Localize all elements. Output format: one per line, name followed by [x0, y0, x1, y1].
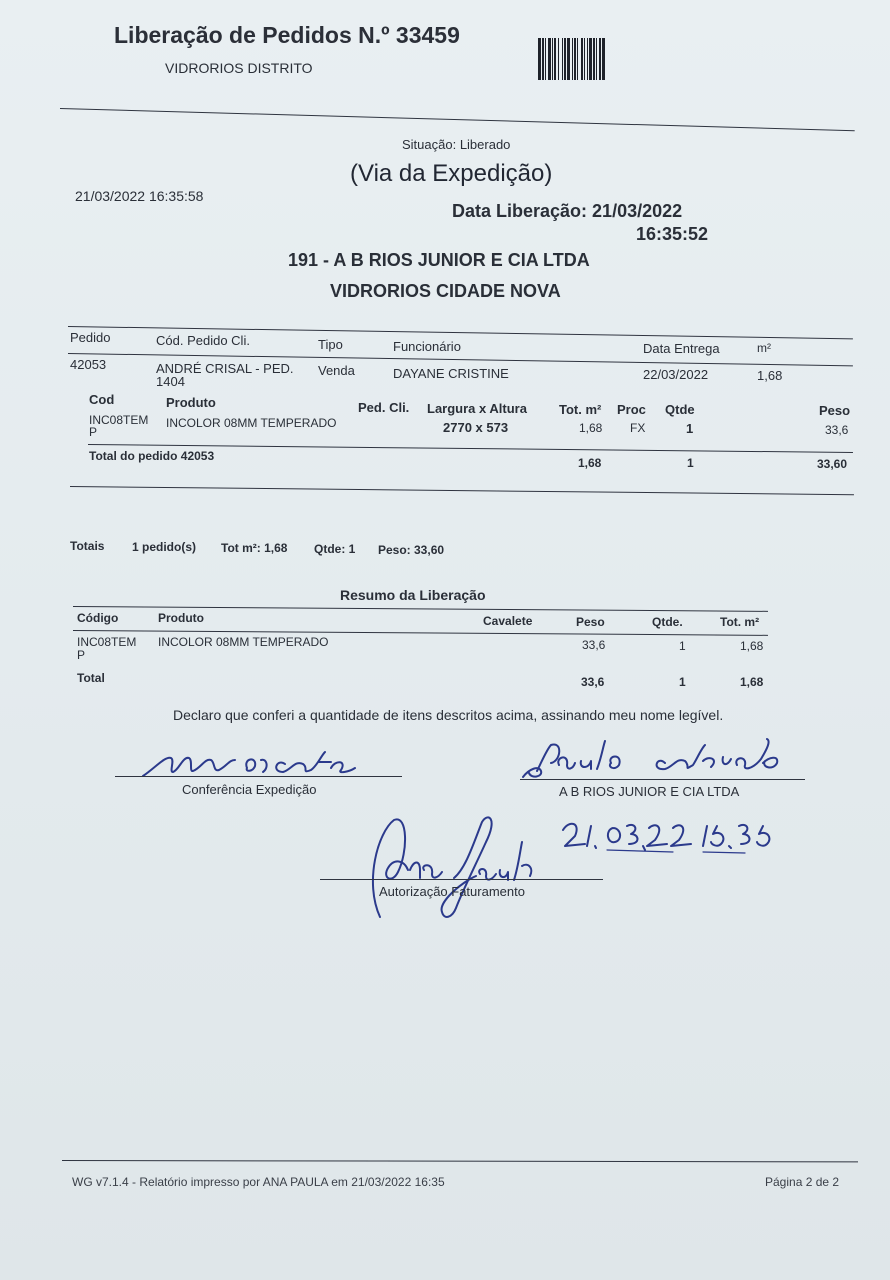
item-header-peso: Peso	[819, 403, 851, 418]
customer-name: 191 - A B RIOS JUNIOR E CIA LTDA	[288, 250, 590, 270]
item-tot-m2: 1,68	[579, 421, 603, 435]
header-divider	[60, 108, 855, 131]
release-status: Situação: Liberado	[402, 137, 511, 152]
summary-header-peso: Peso	[576, 615, 605, 629]
order-total-peso: 33,60	[817, 457, 848, 471]
conferencia-label: Conferência Expedição	[182, 782, 317, 797]
totals-qtde: Qtde: 1	[314, 542, 356, 556]
barcode	[538, 38, 676, 80]
col-header-funcionario: Funcionário	[393, 339, 461, 354]
item-dimensions: 2770 x 573	[443, 420, 509, 435]
autorizacao-signature-line	[320, 879, 603, 880]
summary-total-label: Total	[77, 671, 105, 685]
release-date: Data Liberação: 21/03/2022	[452, 201, 683, 221]
footer-rule	[62, 1160, 858, 1162]
col-header-data-entrega: Data Entrega	[643, 341, 720, 356]
summary-total-qtde: 1	[679, 675, 686, 689]
totals-peso: Peso: 33,60	[378, 543, 445, 557]
delivery-date: 22/03/2022	[643, 367, 709, 382]
summary-title: Resumo da Liberação	[340, 587, 486, 603]
totals-orders: 1 pedido(s)	[132, 540, 197, 554]
client-signature	[515, 735, 805, 785]
summary-code: INC08TEM	[77, 635, 137, 649]
summary-header-codigo: Código	[77, 611, 119, 625]
page-number: Página 2 de 2	[765, 1175, 840, 1189]
item-header-ped-cli: Ped. Cli.	[358, 400, 410, 415]
summary-header-qtde: Qtde.	[652, 615, 683, 629]
col-header-pedido: Pedido	[70, 330, 111, 345]
summary-code-cont: P	[77, 648, 86, 662]
order-m2: 1,68	[757, 368, 783, 383]
item-code-cont: P	[89, 425, 98, 439]
summary-tot-m2: 1,68	[740, 639, 764, 653]
summary-header-tot-m2: Tot. m²	[720, 615, 760, 629]
item-peso: 33,6	[825, 423, 849, 437]
totals-label: Totais	[70, 539, 105, 553]
company-name: VIDRORIOS DISTRITO	[165, 60, 313, 76]
order-employee: DAYANE CRISTINE	[393, 366, 509, 381]
summary-qtde: 1	[679, 639, 686, 653]
print-datetime: 21/03/2022 16:35:58	[75, 188, 204, 204]
summary-product: INCOLOR 08MM TEMPERADO	[158, 635, 329, 649]
summary-peso: 33,6	[582, 638, 606, 652]
order-total-qtde: 1	[687, 456, 694, 470]
declaration-text: Declaro que conferi a quantidade de itens descritos acima, assinando meu nome legível.	[173, 707, 724, 723]
item-header-produto: Produto	[166, 395, 216, 410]
order-total-m2: 1,68	[578, 456, 602, 470]
autorizacao-label: Autorização Faturamento	[379, 884, 525, 899]
document-title: Liberação de Pedidos N.º 33459	[114, 22, 460, 48]
copy-designation: (Via da Expedição)	[350, 160, 553, 187]
totals-m2: Tot m²: 1,68	[221, 541, 288, 555]
item-code: INC08TEM	[89, 413, 149, 427]
item-header-cod: Cod	[89, 392, 115, 407]
item-header-qtde: Qtde	[665, 402, 695, 417]
client-label: A B RIOS JUNIOR E CIA LTDA	[559, 784, 740, 799]
order-total-label: Total do pedido 42053	[89, 449, 215, 463]
col-header-tipo: Tipo	[318, 337, 343, 352]
release-time: 16:35:52	[636, 224, 709, 244]
conferencia-signature-line	[115, 776, 402, 777]
col-header-m2: m²	[757, 341, 771, 355]
autorizacao-signature	[358, 812, 548, 924]
item-header-proc: Proc	[617, 402, 646, 417]
handwritten-date	[555, 812, 795, 856]
order-number: 42053	[70, 357, 107, 372]
customer-store: VIDRORIOS CIDADE NOVA	[330, 281, 561, 301]
summary-total-m2: 1,68	[740, 675, 764, 689]
order-table-bottom-rule	[70, 486, 854, 495]
col-header-cod-cli: Cód. Pedido Cli.	[156, 333, 250, 348]
client-signature-line	[520, 779, 805, 780]
item-proc: FX	[630, 421, 646, 435]
item-header-dimensions: Largura x Altura	[427, 401, 527, 416]
client-order-code-cont: 1404	[156, 374, 185, 389]
footer-print-info: WG v7.1.4 - Relatório impresso por ANA PAULA em 21/03/2022 16:35	[72, 1175, 445, 1189]
item-product: INCOLOR 08MM TEMPERADO	[166, 416, 337, 430]
summary-total-peso: 33,6	[581, 675, 605, 689]
item-qtde: 1	[686, 421, 694, 436]
item-header-tot-m2: Tot. m²	[559, 402, 602, 417]
order-type: Venda	[318, 363, 355, 378]
summary-header-cavalete: Cavalete	[483, 614, 533, 628]
summary-header-produto: Produto	[158, 611, 204, 625]
client-order-code: ANDRÉ CRISAL - PED.	[156, 361, 294, 376]
